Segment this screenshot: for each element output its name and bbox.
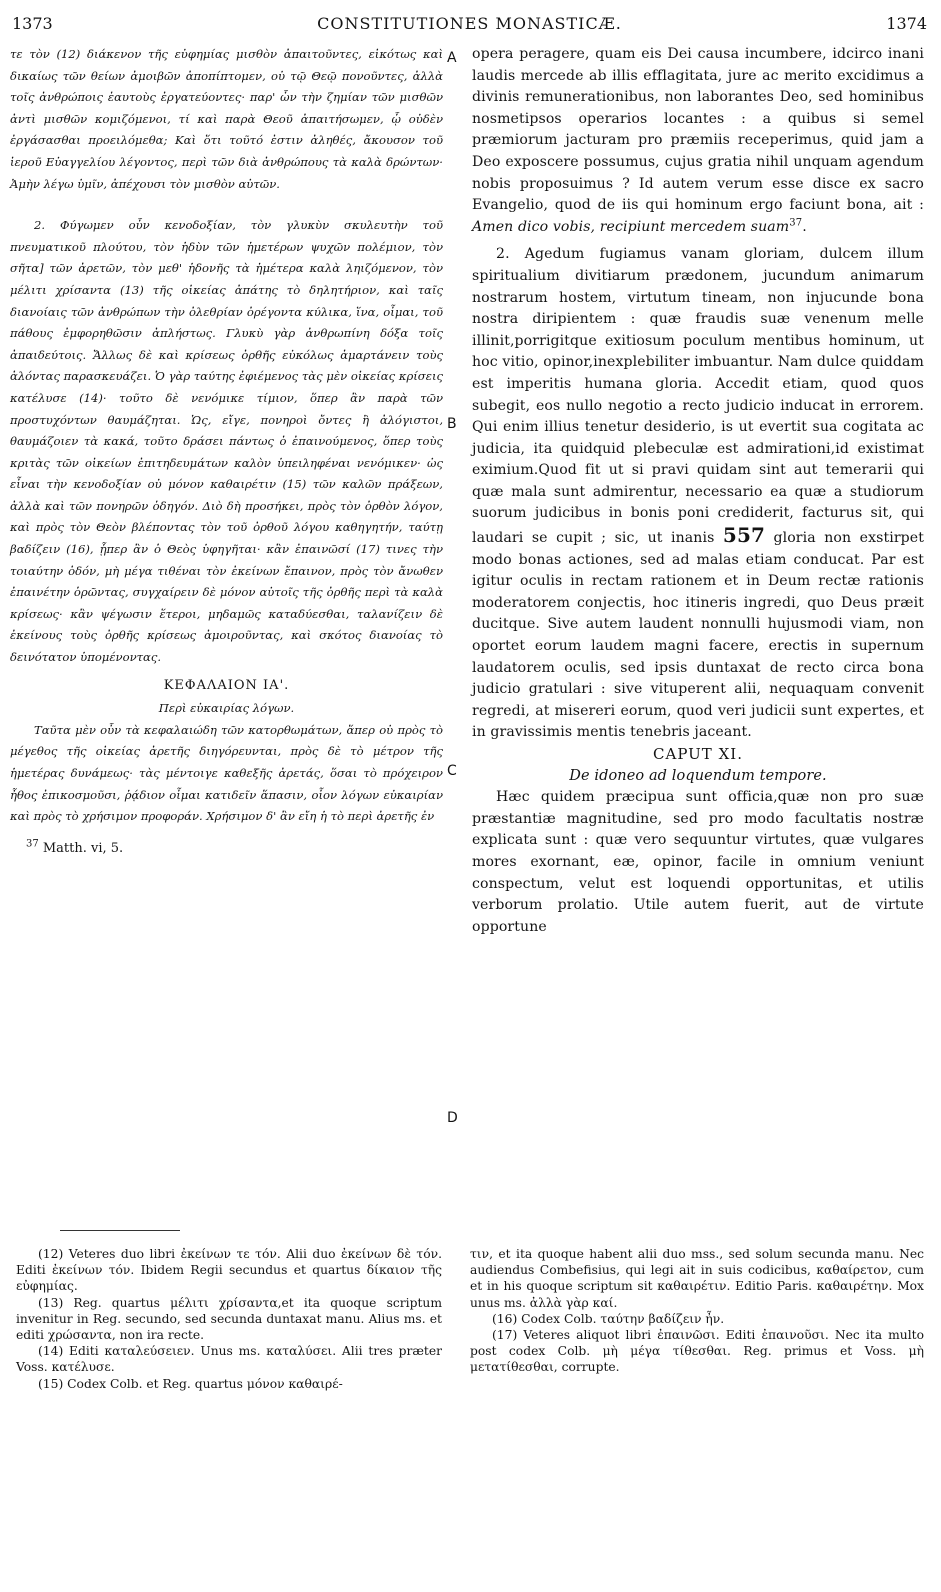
greek-paragraph-1: τε τὸν (12) διάκενον τῆς εὐφημίας μισθὸν ἀπαιτοῦντες, εἰκότως καὶ δικαίως τῶν θείων ἀμοιβῶν ἀποπίπτομεν, οὐ τῷ Θεῷ πονοῦντες, ἀλλὰ τοῖς ἀνθρώποις ἑαυτοὺς ἐργατεύοντες· παρ' ὧν τὴν ζημίαν τῶν μισθῶν ἀντὶ μισθῶν κομιζόμενοι, τί καὶ παρὰ Θεοῦ ἀπαιτήσωμεν, ᾧ οὐδὲν ἐργάσασθαι προειλόμεθα; Καὶ ὅτι τοῦτό ἐστιν ἀληθές, ἄκουσον τοῦ ἱεροῦ Εὐαγγελίου λέγοντος, περὶ τῶν διὰ ἀνθρώπους τὰ καλὰ δρώντων· Ἀμὴν λέγω ὑμῖν, ἀπέχουσι τὸν μισθὸν αὐτῶν. <box>10 47 443 191</box>
latin-paragraph-1 <box>472 44 924 238</box>
running-title: CONSTITUTIONES MONASTICÆ. <box>317 14 622 33</box>
latin-paragraph-2-text-a: 2. Agedum fugiamus vanam gloriam, dulcem illum spiritualium divitiarum prædonem, jucundum animarum nostrarum hostem, virtutum tineam, non injucunde bona nostra diripientem : quæ fraudis suæ venenum melle illinit,porrigitque exitiosum poculum mentibus hominum, ut hoc vitio, opinor,inexplebiliter imbuantur. Nam dulce quiddam est imperitis humana gloria. Accedit etiam, quod quos subegit, eos nullo negotio a recto judicio inducat in errorem. Qui enim illius tenetur desiderio, is ut evertit sua cogitata ac judicia, ita quidquid plebeculæ est admirationi,id existimat eximium.Quod fit ut si pravi quidam sint aut temerarii qui quæ mala sunt admirentur, necessario ea quæ a studiorum suorum judicibus in bonis poni crediderit, facturus sit, qui laudari se cupit ; sic, ut inanis <box>472 246 924 547</box>
page-number-right: 1374 <box>886 14 927 33</box>
margin-letter-a: A <box>447 50 457 66</box>
note-15: (15) Codex Colb. et Reg. quartus μόνον καθαιρέ- <box>38 1376 343 1391</box>
greek-paragraph-2: 2. Φύγωμεν οὖν κενοδοξίαν, τὸν γλυκὺν σκυλευτὴν τοῦ πνευματικοῦ πλούτου, τὸν ἡδὺν τῶν ἡμετέρων ψυχῶν πολέμιον, τὸν σῆτα] τῶν ἀρετῶν, τὸν μεθ' ἡδονῆς τὰ ἡμέτερα καλὰ ληιζόμενον, τὸν μέλιτι χρίσαντα (13) τῆς οἰκείας ἀπάτης τὸ δηλητήριον, καὶ ταῖς διανοίαις τῶν ἀνθρώπων τὴν ὀλεθρίαν ὀρέγοντα κύλικα, ἵνα, οἶμαι, τοῦ πάθους ἐμφορηθῶσιν ἀπλήστως. Γλυκὺ γὰρ ἀνθρωπίνη δόξα τοῖς ἀπαιδεύτοις. Ἄλλως δὲ καὶ κρίσεως ὀρθῆς εὐκόλως ἁμαρτάνειν τοὺς ἁλόντας παρασκευάζει. Ὁ γὰρ ταύτης ἐφιέμενος τὰς μὲν οἰκείας κρίσεις κατέλυσε (14)· τοῦτο δὲ νενόμικε τίμιον, ὅπερ ἂν παρὰ τῶν προστυχόντων θαυμάζηται. Ὡς, εἴγε, πονηροὶ ὄντες ἢ ἀλόγιστοι, θαυμάζοιεν τὰ κακά, τοῦτο δράσει πάντως ὁ ἐπαινούμενος, ὅπερ τοὺς κριτὰς τῶν οἰκείων ἐπιτηδευμάτων καλὸν ὑπειληφέναι νενόμικεν· ὡς εἶναι τὴν κενοδοξίαν οὐ μόνον καθαιρέτιν (15) τῶν καλῶν πράξεων, ἀλλὰ καὶ τῶν πονηρῶν ὁδηγόν. Διὸ δὴ προσήκει, πρὸς τὸν ὀρθὸν λόγον, καὶ πρὸς τὸν Θεὸν βλέποντας τὸν τοῦ ὀρθοῦ λόγου καθηγητήν, ταύτῃ βαδίζειν (16), ᾗπερ ἂν ὁ Θεὸς ὑφηγῆται· κἂν ἐπαινῶσί (17) τινες τὴν τοιαύτην ὁδόν, μὴ μέγα τιθέναι τὸν ἐκείνων ἔπαινον, πρὸς τὸν ἄνωθεν ἐπαινέτην ὁρῶντας, συγχαίρειν δὲ μόνον αὐτοῖς τῆς ὀρθῆς περὶ τὰ καλὰ κρίσεως· κἂν ψέγωσιν ἕτεροι, μηδαμῶς καταδύεσθαι, ταλανίζειν δὲ ἐκείνους τοὺς ὀρθῆς κρίσεως ἀμοιροῦντας, καὶ σκότος διανοίας τὸ δεινότατον ὑπομένοντας. <box>10 218 443 665</box>
notes-left-column <box>16 1246 442 1392</box>
latin-paragraph-1-text: opera peragere, quam eis Dei causa incumbere, idcirco inani laudis mercede ab illis efflagitata, jure ac merito excidimus a divinis remunerationibus, non laborantes Deo, sed hominibus nosmetipsos operarios locantes : a quibus si semel præmiorum jacturam pro præmiis receperimus, quid jam a Deo exposcere possumus, cujus gratia nihil unquam agendum nobis proposuimus ? Id autem verum esse disce ex sacro Evangelio, quod de iis qui hominum ergo faciunt bona, ait : <box>472 46 924 214</box>
notes-right-column <box>470 1246 924 1376</box>
latin-chapter-heading: CAPUT XI. <box>653 745 743 763</box>
footnote-divider <box>60 1230 180 1231</box>
footnote-37-text: Matth. vi, 5. <box>42 840 124 856</box>
note-16: (16) Codex Colb. ταύτην βαδίζειν ἦν. <box>492 1311 725 1326</box>
greek-paragraph-3: Ταῦτα μὲν οὖν τὰ κεφαλαιώδη τῶν κατορθωμάτων, ἅπερ οὐ πρὸς τὸ μέγεθος τῆς οἰκείας ἀρετῆς διηγόρευνται, πρὸς δὲ τὸ μέτρον τῆς ἡμετέρας δυνάμεως· τὰς μέντοιγε καθεξῆς ἀρετάς, ὅσαι τὸ πρόχειρον ἦθος ἐπικοσμοῦσι, ῥᾴδιον οἶμαι κατιδεῖν ἅπασιν, οἷον λόγων εὐκαιρίαν καὶ πρὸς τὸ χρήσιμον προφοράν. Χρήσιμον δ' ἂν εἴη ἡ τὸ περὶ ἀρετῆς ἐν <box>10 722 443 824</box>
footnote-ref-37: 37 <box>789 217 803 229</box>
latin-paragraph-2 <box>472 244 924 744</box>
latin-paragraph-2-text-b: gloria non exstirpet modo bonas actiones, sed ad malas etiam conducat. Par est igitur oculis in rectam rationem et in Deum rectæ rationis moderatorem conjectis, hoc itineris ingredi, quo Deus præit ducitque. Sive autem laudent nonnulli hujusmodi viam, non oportet eorum laudem magni facere, erectis in supernum laudatorem oculis, sed ipsis duntaxat de recto circa bona judicio gratulari : sive vituperent alii, nequaquam convenit regredi, at misereri eorum, quod veri judicii sunt expertes, et in gravissimis mentis tenebris jaceant. <box>472 530 925 741</box>
note-17: (17) Veteres aliquot libri ἐπαινῶσι. Editi ἐπαινοῦσι. Nec ita multo post codex Colb. μὴ μέγα τίθεσθαι. Reg. primus et Voss. μὴ μετατίθεσθαι, corrupte. <box>470 1328 924 1375</box>
gospel-quote: Amen dico vobis, recipiunt mercedem suam <box>472 218 790 235</box>
margin-letter-b: B <box>447 416 457 432</box>
column-number-marker: 557 <box>722 523 765 548</box>
margin-letter-c: C <box>447 763 457 779</box>
greek-chapter-subheading: Περὶ εὐκαιρίας λόγων. <box>158 701 295 716</box>
note-14: (14) Editi καταλεύσειεν. Unus ms. καταλύσει. Alii tres præter Voss. κατέλυσε. <box>16 1344 442 1375</box>
latin-paragraph-3: Hæc quidem præcipua sunt officia,quæ non pro suæ præstantiæ magnitudine, sed pro modo facultatis nostræ explicata sunt : quæ vero sequuntur virtutes, quæ vulgares mores exornant, eæ, opinor, facile in omnium veniunt conspectum, velut est loquendi opportunitas, et utilis verborum prolatio. Utile autem fuerit, aut de virtute opportune <box>472 789 924 935</box>
footnote-37-number: 37 <box>26 838 39 850</box>
greek-column <box>10 44 443 859</box>
page-header <box>12 14 927 38</box>
page-number-left: 1373 <box>12 14 53 33</box>
greek-chapter-heading: ΚΕΦΑΛΑΙΟΝ ΙΑ'. <box>163 677 290 693</box>
latin-paragraph-1-end: . <box>802 218 807 235</box>
footnote-37 <box>10 838 443 860</box>
note-15-continued: τιν, et ita quoque habent alii duo mss., sed solum secunda manu. Nec audiendus Combefisius, qui legi ait in suis codicibus, καθαίρετον, cum et in his quoque scriptum sit καθαιρέτιν. Editio Paris. καθαιρέτην. Mox unus ms. ἀλλὰ γὰρ καί. <box>470 1247 924 1310</box>
margin-letter-d: D <box>447 1110 458 1126</box>
note-13: (13) Reg. quartus μέλιτι χρίσαντα,et ita quoque scriptum invenitur in Reg. secundo, sed secunda duntaxat manu. Alius ms. et editi χρώσαντα, non ira recte. <box>16 1295 442 1343</box>
note-12: (12) Veteres duo libri ἐκείνων τε τόν. Alii duo ἐκείνων δὲ τόν. Editi ἐκείνων τόν. Ibidem Regii secundus et quartus δίκαιον τῆς εὐφημίας. <box>16 1247 442 1294</box>
latin-chapter-subheading: De idoneo ad loquendum tempore. <box>569 767 827 784</box>
latin-column <box>472 44 924 938</box>
